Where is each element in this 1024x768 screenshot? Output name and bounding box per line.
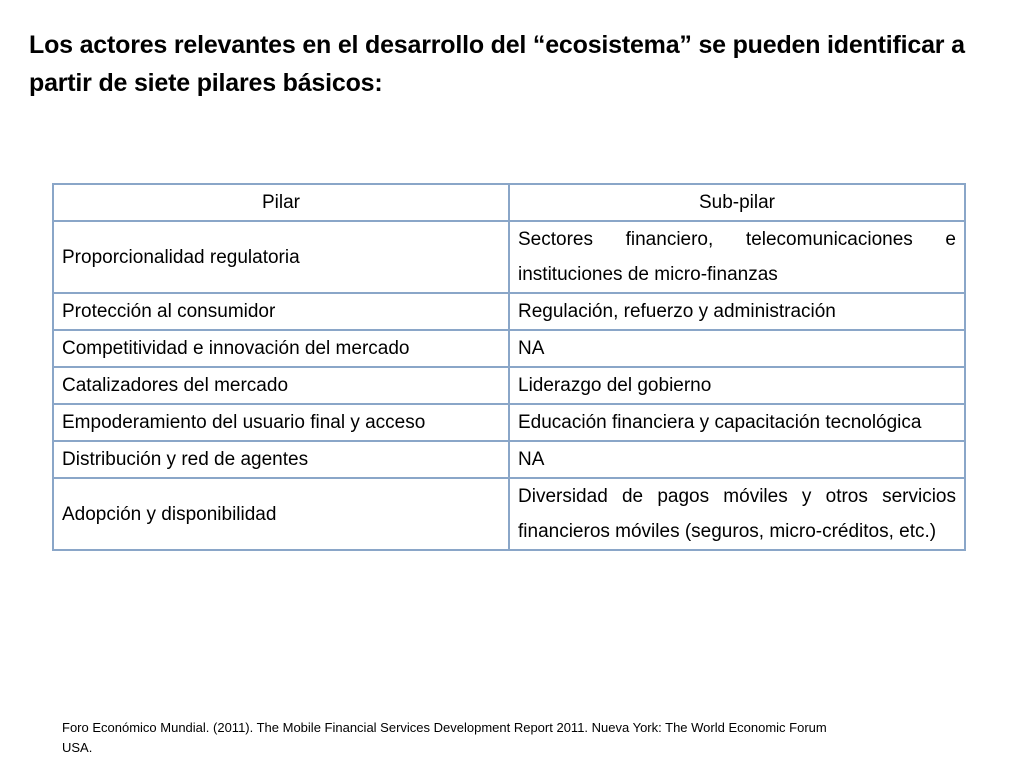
sub-pilar-cell: Liderazgo del gobierno xyxy=(509,367,965,404)
column-header-pilar: Pilar xyxy=(53,184,509,221)
pilar-cell: Catalizadores del mercado xyxy=(53,367,509,404)
column-header-sub-pilar: Sub-pilar xyxy=(509,184,965,221)
table-row xyxy=(53,478,965,550)
sub-pilar-cell: NA xyxy=(509,330,965,367)
slide-title: Los actores relevantes en el desarrollo del “ecosistema” se pueden identificar a partir de siete pilares básicos: xyxy=(29,31,965,97)
table-row xyxy=(53,367,965,404)
table-row xyxy=(53,293,965,330)
pilar-cell: Competitividad e innovación del mercado xyxy=(53,330,509,367)
pillars-table xyxy=(52,183,966,551)
table-header-row xyxy=(53,184,965,221)
pilar-cell: Proporcionalidad regulatoria xyxy=(53,221,509,293)
sub-pilar-cell: Sectores financiero, telecomunicaciones e instituciones de micro-finanzas xyxy=(509,221,965,293)
sub-pilar-cell: Diversidad de pagos móviles y otros servicios financieros móviles (seguros, micro-créditos, etc.) xyxy=(509,478,965,550)
pilar-cell: Protección al consumidor xyxy=(53,293,509,330)
table-row xyxy=(53,330,965,367)
pilar-cell: Adopción y disponibilidad xyxy=(53,478,509,550)
pilar-cell: Empoderamiento del usuario final y acceso xyxy=(53,404,509,441)
table-row xyxy=(53,404,965,441)
pilar-cell: Distribución y red de agentes xyxy=(53,441,509,478)
footnote-citation: Foro Económico Mundial. (2011). The Mobile Financial Services Development Report 2011. Nueva York: The World Economic Forum USA. xyxy=(62,720,827,755)
sub-pilar-cell: Regulación, refuerzo y administración xyxy=(509,293,965,330)
table-row xyxy=(53,441,965,478)
sub-pilar-cell: Educación financiera y capacitación tecnológica xyxy=(509,404,965,441)
sub-pilar-cell: NA xyxy=(509,441,965,478)
table-row xyxy=(53,221,965,293)
